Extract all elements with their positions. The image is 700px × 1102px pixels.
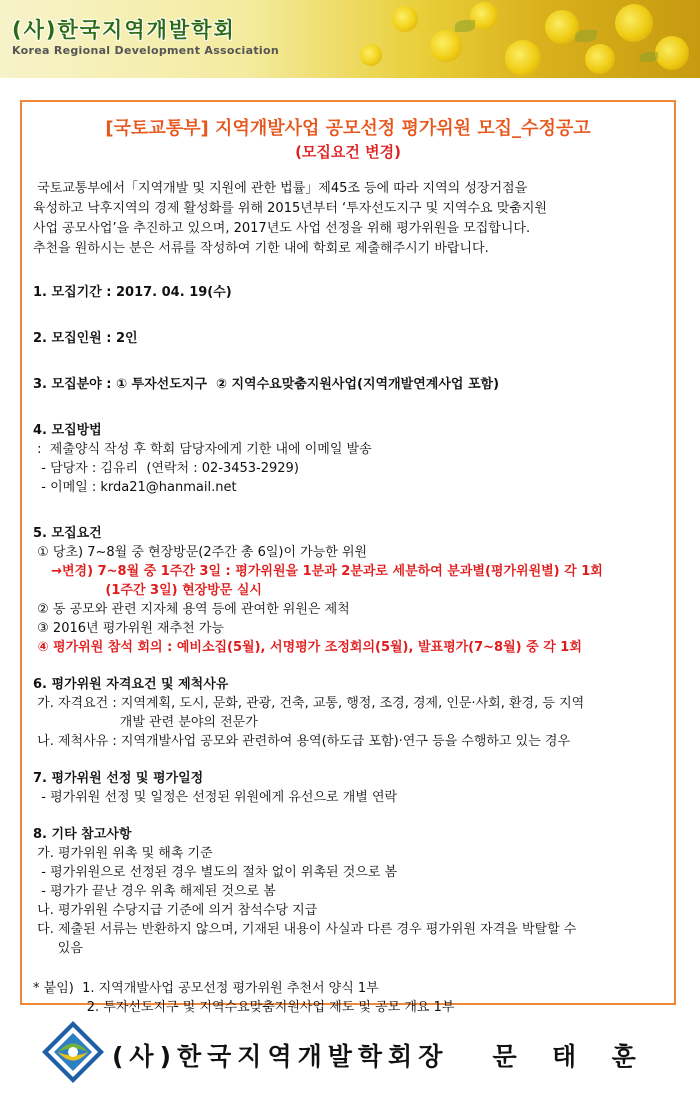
other-line: 나. 평가위원 수당지급 기준에 의거 참석수당 지급: [33, 903, 318, 918]
intro-line: 사업 공모사업’을 추진하고 있으며, 2017년도 사업 선정을 위해 평가위원을 모집합니다.: [33, 221, 531, 236]
forsythia-flower-icon: [505, 40, 541, 76]
qualification-line: 나. 제척사유 : 지역개발사업 공모와 관련하여 용역(하도급 포함)·연구 등을 수행하고 있는 경우: [33, 734, 571, 749]
attachments: [33, 979, 663, 1017]
schedule-line: - 평가위원 선정 및 일정은 선정된 위원에게 유선으로 개별 연락: [33, 790, 398, 805]
section-heading: 6. 평가위원 자격요건 및 제척사유: [33, 677, 229, 692]
other-line: 가. 평가위원 위촉 및 해촉 기준: [33, 846, 213, 861]
intro-paragraph: [33, 179, 663, 259]
qualification-line: 개발 관련 분야의 전문가: [33, 715, 258, 730]
method-line: : 제출양식 작성 후 학회 담당자에게 기한 내에 이메일 발송: [33, 442, 372, 457]
header-banner: [0, 0, 700, 78]
section-schedule: [33, 769, 663, 807]
forsythia-flower-icon: [655, 36, 689, 70]
section-period: 1. 모집기간 : 2017. 04. 19(수): [33, 285, 232, 300]
notice-subtitle: (모집요건 변경): [295, 143, 401, 161]
requirement-item: ① 당초) 7~8월 중 현장방문(2주간 총 6일)이 가능한 위원: [33, 545, 368, 560]
attachment-item: * 붙임) 1. 지역개발사업 공모선정 평가위원 추천서 양식 1부: [33, 981, 379, 996]
forsythia-flower-icon: [545, 10, 579, 44]
forsythia-flower-icon: [585, 44, 615, 74]
intro-line: 국토교통부에서「지역개발 및 지원에 관한 법률」제45조 등에 따라 지역의 성장거점을: [33, 181, 528, 196]
qualification-line: 가. 자격요건 : 지역계획, 도시, 문화, 관광, 건축, 교통, 행정, 조경, 경제, 인문·사회, 환경, 등 지역: [33, 696, 585, 711]
other-line: - 평가가 끝난 경우 위촉 해제된 것으로 봄: [33, 884, 276, 899]
forsythia-flower-icon: [430, 30, 462, 62]
section-heading: 4. 모집방법: [33, 423, 102, 438]
requirement-change: (1주간 3일) 현장방문 실시: [33, 583, 262, 598]
section-field: 3. 모집분야 : ① 투자선도지구 ② 지역수요맞춤지원사업(지역개발연계사업 포함): [33, 377, 500, 392]
contact-email: - 이메일 : krda21@hanmail.net: [33, 480, 237, 495]
intro-line: 육성하고 낙후지역의 경제 활성화를 위해 2015년부터 ‘투자선도지구 및 지역수요 맞춤지원: [33, 201, 547, 216]
president-signature: (사)한국지역개발학회장 문 태 훈: [112, 1042, 642, 1071]
section-other: [33, 825, 663, 958]
leaf-icon: [455, 20, 475, 32]
leaf-icon: [640, 52, 658, 62]
other-line: 있음: [33, 941, 83, 956]
section-requirements: [33, 524, 663, 657]
contact-person: - 담당자 : 김유리 (연락처 : 02-3453-2929): [33, 461, 299, 476]
intro-line: 추천을 원하시는 분은 서류를 작성하여 기한 내에 학회로 제출해주시기 바랍니다.: [33, 241, 489, 256]
section-method: [33, 421, 663, 497]
notice-title: [국토교통부] 지역개발사업 공모선정 평가위원 모집_수정공고: [105, 118, 591, 139]
other-line: - 평가위원으로 선정된 경우 별도의 절차 없이 위촉된 것으로 봄: [33, 865, 398, 880]
forsythia-flower-icon: [360, 44, 382, 66]
forsythia-flower-icon: [392, 6, 418, 32]
section-headcount: 2. 모집인원 : 2인: [33, 331, 138, 346]
other-line: 다. 제출된 서류는 반환하지 않으며, 기재된 내용이 사실과 다른 경우 평가위원 자격을 박탈할 수: [33, 922, 577, 937]
requirement-change: →변경) 7~8월 중 1주간 3일 : 평가위원을 1분과 2분과로 세분하여 분과별(평가위원별) 각 1회: [33, 564, 603, 579]
section-heading: 8. 기타 참고사항: [33, 827, 132, 842]
requirement-item: ③ 2016년 평가위원 재추천 가능: [33, 621, 224, 636]
section-qualification: [33, 675, 663, 751]
section-heading: 5. 모집요건: [33, 526, 102, 541]
forsythia-flower-icon: [615, 4, 653, 42]
requirement-item: ② 동 공모와 관련 지자체 용역 등에 관여한 위원은 제척: [33, 602, 350, 617]
association-logo-icon: [40, 1019, 106, 1085]
org-name-english: Korea Regional Development Association: [12, 44, 279, 57]
notice-content: [33, 112, 663, 1017]
section-heading: 7. 평가위원 선정 및 평가일정: [33, 771, 204, 786]
requirement-meetings: ④ 평가위원 참석 회의 : 예비소집(5월), 서명평가 조정회의(5월), 발표평가(7~8월) 중 각 1회: [33, 640, 582, 655]
org-name-korean: (사)한국지역개발학회: [12, 18, 236, 42]
leaf-icon: [575, 30, 597, 42]
footer-signature-area: [0, 1015, 700, 1095]
attachment-item: 2. 투자선도지구 및 지역수요맞춤지원사업 제도 및 공모 개요 1부: [33, 1000, 455, 1015]
